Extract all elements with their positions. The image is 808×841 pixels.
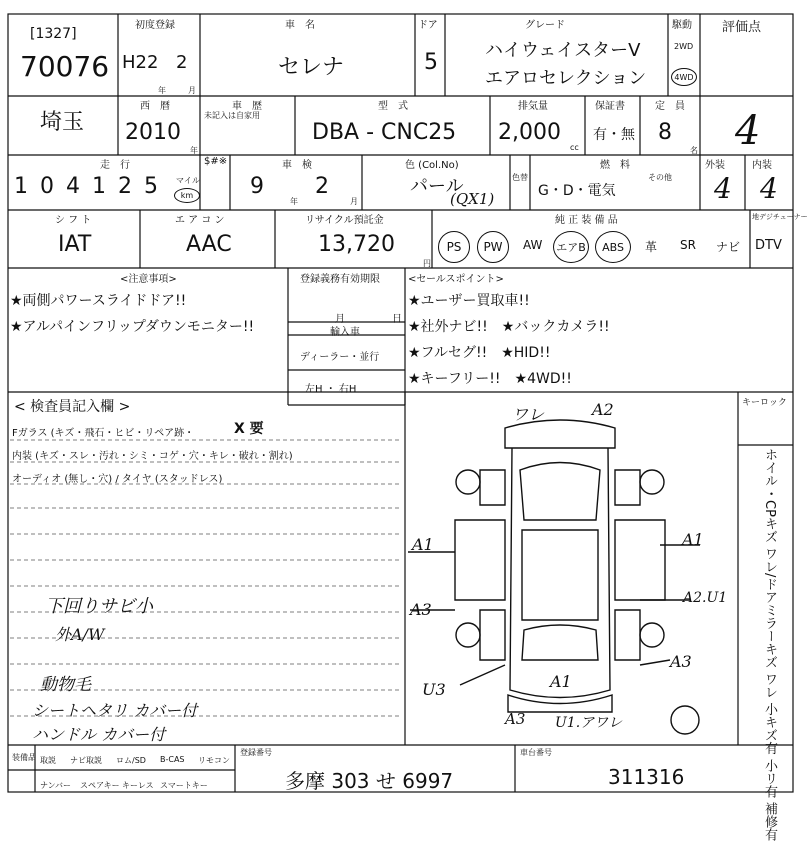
sales-label: <セールスポイント>	[408, 274, 504, 285]
model-code: DBA - CNC25	[312, 120, 457, 145]
reg-expiry-label: 登録義務有効期限	[300, 274, 380, 285]
ac-label: エ ア コ ン	[175, 215, 225, 226]
recycle-fee: 13,720	[318, 232, 395, 257]
year-label: 西 暦	[140, 101, 170, 112]
insp-year-unit: 年	[290, 197, 298, 206]
mark-bumper-a3: A3	[505, 710, 526, 728]
inspector-title: < 検査員記入欄 >	[14, 399, 131, 415]
mark-left-a3: A3	[410, 600, 432, 619]
item-keyless: キーレス	[122, 781, 154, 790]
first-reg-era: H22	[122, 52, 159, 73]
reg-month: 月	[335, 314, 345, 325]
equip-aw: AW	[523, 238, 543, 252]
history-label: 車 歴	[232, 101, 262, 112]
inspection-label: 車 検	[282, 160, 312, 171]
glass-mark: X 要	[234, 421, 264, 437]
first-reg-label: 初度登録	[135, 20, 175, 31]
item-navi-manual: ナビ取説	[70, 756, 102, 765]
audio-line: オーディオ (無し・穴) / タイヤ (スタッドレス)	[12, 474, 223, 485]
mark-front-crack: ワレ	[512, 405, 545, 424]
sales-2: ★社外ナビ!! ★バックカメラ!!	[408, 319, 610, 335]
chassis-label: 車台番号	[520, 748, 552, 757]
grade-label: グレード	[525, 20, 565, 31]
ac: AAC	[186, 232, 232, 257]
insp-month-unit: 月	[350, 197, 358, 206]
drive-2wd: 2WD	[674, 42, 694, 51]
item-remote: リモコン	[198, 756, 230, 765]
mileage-code-label: $#※	[204, 156, 228, 167]
reg-day: 日	[392, 314, 402, 325]
item-spare-key: スペアキー	[80, 781, 120, 790]
mark-right-rear-a3: A3	[670, 652, 692, 671]
drive-4wd-circled: 4WD	[671, 68, 697, 86]
equip-airbag: エアB	[553, 231, 589, 263]
caution-label: <注意事項>	[120, 274, 177, 285]
car-name: セレナ	[278, 55, 345, 80]
mark-rear-a1: A1	[550, 672, 572, 691]
month-unit: 月	[188, 86, 196, 95]
mark-right-a2u1: A2.U1	[683, 590, 728, 606]
lot-number: [1327]	[30, 26, 77, 42]
stock-number: 70076	[20, 50, 110, 83]
sales-1: ★ユーザー買取車!!	[408, 293, 530, 309]
shift: IAT	[58, 232, 92, 257]
fuel-label: 燃 料	[600, 160, 630, 171]
mark-right-a1: A1	[682, 530, 704, 549]
mark-bumper-u1: U1.アワレ	[555, 715, 623, 731]
fuel-other: その他	[648, 173, 672, 182]
capacity: 8	[658, 120, 672, 145]
year-unit: 年	[158, 86, 166, 95]
exterior-label: 外装	[705, 160, 725, 171]
item-number: ナンバー	[40, 781, 72, 790]
sales-4: ★キーフリー!! ★4WD!!	[408, 371, 572, 387]
equip-header: 装備品	[12, 753, 36, 762]
equip-pw: PW	[477, 231, 509, 263]
plate-label: 登録番号	[240, 748, 272, 757]
km-circled: km	[174, 188, 200, 203]
first-reg-month: 2	[176, 52, 188, 73]
caution-2: ★アルパインフリップダウンモニター!!	[10, 319, 255, 335]
recycle-label: リサイクル預託金	[305, 215, 384, 226]
tuner-label: 地デジチューナー	[752, 213, 808, 221]
mileage-label: 走 行	[100, 160, 130, 171]
warranty: 有・無	[593, 127, 635, 143]
mark-front-a2: A2	[592, 400, 614, 419]
equip-abs: ABS	[595, 231, 631, 263]
fuel-options: G・D・電気	[538, 183, 616, 199]
hand-note-2: 外A/W	[55, 625, 105, 644]
shift-label: シ フ ト	[55, 215, 92, 226]
color-code: (QX1)	[450, 190, 495, 208]
equip-ps: PS	[438, 231, 470, 263]
interior-grade: 4	[760, 172, 778, 205]
dealer-parallel: ディーラー・並行	[300, 352, 380, 363]
mark-left-rear-u3: U3	[422, 680, 446, 699]
equip-label: 純 正 装 備 品	[555, 215, 618, 226]
door-label: ドア	[418, 20, 438, 31]
score-label: 評価点	[722, 20, 762, 35]
grade-line1: ハイウェイスターV	[485, 40, 641, 61]
hand-note-4: シートヘタリ カバー付	[32, 701, 198, 720]
history-note: 未記入は自家用	[204, 111, 260, 120]
item-smart-key: スマートキー	[160, 781, 208, 790]
yen-unit: 円	[423, 259, 431, 268]
overall-score: 4	[735, 108, 761, 154]
hand-note-5: ハンドル カバー付	[32, 725, 166, 744]
glass-line: Fガラス (キズ・飛石・ヒビ・リペア跡・	[12, 428, 195, 439]
mile-label: マイル	[176, 176, 200, 185]
plate-number: 多摩 303 せ 6997	[285, 769, 454, 793]
model-year: 2010	[125, 120, 181, 145]
drive-label: 駆動	[672, 20, 692, 31]
color: パール	[410, 176, 464, 197]
car-name-label: 車 名	[285, 20, 315, 31]
chassis-number: 311316	[608, 765, 685, 789]
displacement: 2,000	[498, 120, 561, 145]
hand-note-1: 下回りサビ小	[45, 596, 153, 617]
interior-line: 内装 (キズ・スレ・汚れ・シミ・コゲ・穴・キレ・破れ・割れ)	[12, 451, 293, 462]
equip-navi: ナビ	[716, 240, 741, 254]
import-label: 輸入車	[330, 327, 360, 338]
mileage-digits: 104125	[14, 174, 170, 199]
damage-legend: ホイル・CPキズ ワレ/ドアミラーキズ ワレ 小キズ有 小リ有 補修有	[762, 448, 777, 841]
equip-sr: SR	[680, 238, 696, 252]
region: 埼玉	[40, 110, 85, 135]
displacement-label: 排気量	[518, 101, 548, 112]
item-manual: 取説	[40, 756, 56, 765]
inspection-year: 9	[250, 174, 264, 199]
item-rom-sd: ロム/SD	[116, 756, 146, 765]
color-change: 色替	[512, 173, 528, 182]
item-bcas: B-CAS	[160, 755, 185, 764]
warranty-label: 保証書	[595, 101, 625, 112]
capacity-unit: 名	[690, 146, 698, 155]
hand-note-3: 動物毛	[40, 675, 91, 695]
equip-leather: 革	[645, 240, 658, 254]
model-label: 型 式	[378, 101, 408, 112]
inspection-month: 2	[315, 174, 329, 199]
mark-left-a1: A1	[412, 535, 434, 554]
tuner: DTV	[755, 238, 782, 253]
color-label: 色 (Col.No)	[405, 160, 459, 171]
sales-3: ★フルセグ!! ★HID!!	[408, 345, 551, 361]
year-unit2: 年	[190, 146, 198, 155]
caution-1: ★両側パワースライドドア!!	[10, 293, 187, 309]
keylock-label: キーロック	[742, 398, 787, 408]
cc-unit: cc	[570, 143, 579, 152]
door-count: 5	[424, 50, 438, 75]
capacity-label: 定 員	[655, 101, 685, 112]
exterior-grade: 4	[714, 172, 732, 205]
grade-line2: エアロセレクション	[485, 68, 647, 89]
interior-label: 内装	[752, 160, 772, 171]
handle-side: 左H ・ 右H	[305, 384, 357, 395]
